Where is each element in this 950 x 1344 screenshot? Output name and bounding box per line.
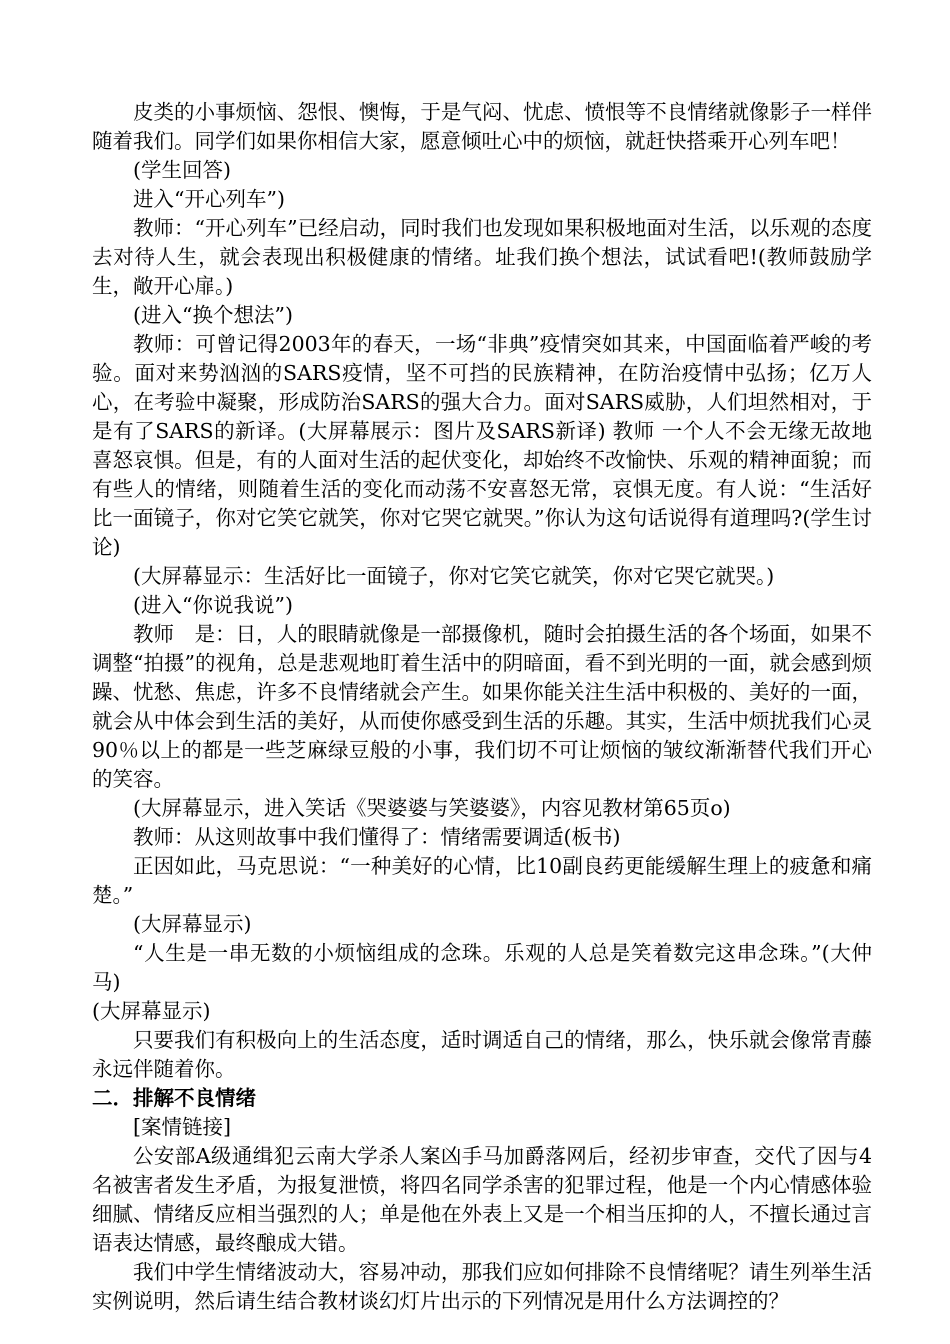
paragraph: 我们中学生情绪波动大，容易冲动，那我们应如何排除不良情绪呢？请生列举生活实例说明，然后请生结合教材谈幻灯片出示的下列情况是用什么方法调控的？: [92, 1260, 872, 1313]
paragraph: (大屏幕显示，进入笑话《哭婆婆与笑婆婆》，内容见教材第65页o): [133, 796, 731, 820]
paragraph: (大屏幕显示): [92, 999, 211, 1023]
paragraph: “人生是一串无数的小烦恼组成的念珠。乐观的人总是笑着数完这串念珠。”(大仲马): [92, 941, 872, 994]
paragraph: 只要我们有积极向上的生活态度，适时调适自己的情绪，那么，快乐就会像常青藤永远伴随着你。: [92, 1028, 872, 1081]
document-body: [92, 98, 872, 1316]
paragraph: 教师：“开心列车”已经启动，同时我们也发现如果积极地面对生活，以乐观的态度去对待人生，就会表现出积极健康的情绪。址我们换个想法，试试看吧!(教师鼓励学生，敞开心扉。): [92, 216, 872, 298]
paragraph: [案情链接]: [133, 1115, 231, 1139]
paragraph: 教师 是：日，人的眼睛就像是一部摄像机，随时会拍摄生活的各个场面，如果不调整“拍摄”的视角，总是悲观地盯着生活中的阴暗面，看不到光明的一面，就会感到烦躁、忧愁、焦虑，许多不良情绪就会产生。如果你能关注生活中积极的、美好的一面，就会从中体会到生活的美好，从而使你感受到生活的乐趣。其实，生活中烦扰我们心灵90％以上的都是一些芝麻绿豆般的小事，我们切不可让烦恼的皱纹渐渐替代我们开心的笑容。: [92, 622, 872, 791]
paragraph: (学生回答): [133, 158, 231, 182]
paragraph: 进入“开心列车”): [133, 187, 285, 211]
paragraph: 教师：从这则故事中我们懂得了：情绪需要调适(板书): [133, 825, 621, 849]
paragraph: 正因如此，马克思说：“一种美好的心情，比10副良药更能缓解生理上的疲惫和痛楚。”: [92, 854, 872, 907]
paragraph: 教师：可曾记得2003年的春天，一场“非典”疫情突如其来，中国面临着严峻的考验。面对来势汹汹的SARS疫情，坚不可挡的民族精神，在防治疫情中弘扬；亿万人心，在考验中凝聚，形成防治SARS的强大合力。面对SARS威胁，人们坦然相对，于是有了SARS的新译。(大屏幕展示：图片及SARS新译) 教师 一个人不会无缘无故地喜怒哀惧。但是，有的人面对生活的起伏变化，却始终不改愉快、乐观的精神面貌；而有些人的情绪，则随着生活的变化而动荡不安喜怒无常，哀惧无度。有人说：“生活好比一面镜子，你对它笑它就笑，你对它哭它就哭。”你认为这句话说得有道理吗?(学生讨论): [92, 332, 872, 559]
paragraph: (大屏幕显示): [133, 912, 252, 936]
paragraph: 皮类的小事烦恼、怨恨、懊悔，于是气闷、忧虑、愤恨等不良情绪就像影子一样伴随着我们。同学们如果你相信大家，愿意倾吐心中的烦恼，就赶快搭乘开心列车吧！: [92, 100, 872, 153]
paragraph: (进入“换个想法”): [133, 303, 293, 327]
section-heading: 二．排解不良情绪: [92, 1086, 256, 1110]
paragraph: 公安部A级通缉犯云南大学杀人案凶手马加爵落网后，经初步审查，交代了因与4名被害者发生矛盾，为报复泄愤，将四名同学杀害的犯罪过程，他是一个内心情感体验细腻、情绪反应相当强烈的人；单是他在外表上又是一个相当压抑的人，不擅长通过言语表达情感，最终酿成大错。: [92, 1144, 872, 1255]
paragraph: (进入“你说我说”): [133, 593, 293, 617]
paragraph: (大屏幕显示：生活好比一面镜子，你对它笑它就笑，你对它哭它就哭。): [133, 564, 775, 588]
